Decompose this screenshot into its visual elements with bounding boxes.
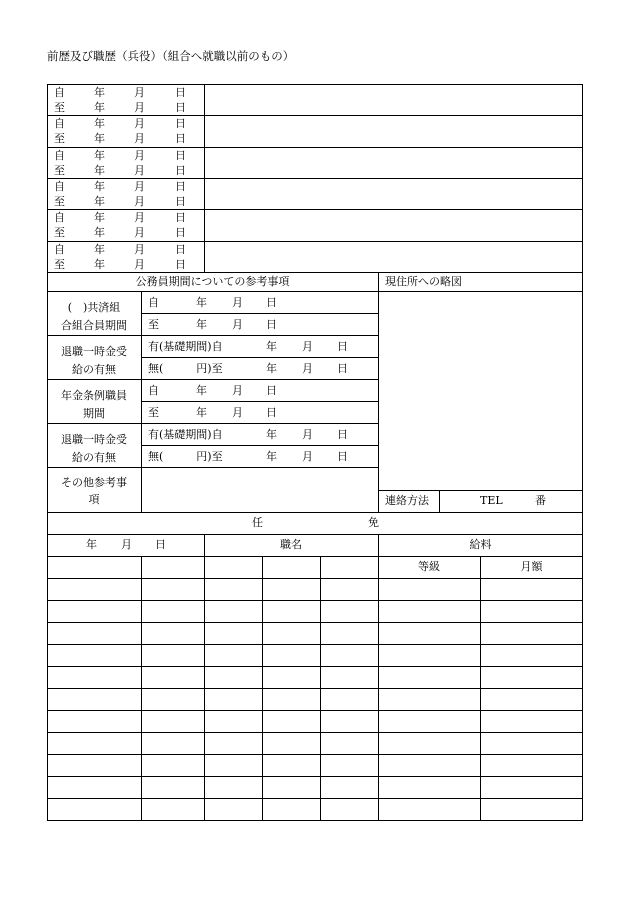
history-day-label: 日 (175, 243, 186, 256)
pension-label (47, 387, 141, 423)
map-divider (378, 272, 379, 512)
public-service-header: 公務員期間についての参考事項 (135, 275, 290, 288)
pension-to-row-year: 年 (196, 406, 207, 419)
col-grade: 等級 (418, 560, 440, 573)
history-row-line (47, 147, 583, 148)
retire2-line2: 給の有無 (72, 451, 116, 464)
history-month-label: 月 (134, 86, 145, 99)
history-from-label: 自 (54, 149, 65, 162)
sub-line-2 (141, 357, 378, 358)
appointment-top-line (47, 512, 583, 513)
col-day: 日 (155, 538, 166, 551)
appointment-row-line (47, 666, 583, 667)
history-year-label: 年 (94, 117, 105, 130)
appointment-title-right: 免 (368, 516, 379, 529)
history-row-line (47, 178, 583, 179)
tel-label: TEL (480, 494, 503, 507)
appointment-row-line (47, 776, 583, 777)
appointment-title-line (47, 534, 583, 535)
history-to-label: 至 (54, 195, 65, 208)
history-row-line (47, 209, 583, 210)
history-from-label: 自 (54, 180, 65, 193)
history-from-label: 自 (54, 211, 65, 224)
retire1-yes-row-lead: 有(基礎期間)自 (148, 340, 223, 353)
history-year-label: 年 (94, 211, 105, 224)
retire2-none-row-year: 年 (266, 450, 277, 463)
union-from-row-year: 年 (196, 296, 207, 309)
retire2-none-row-day: 日 (337, 450, 348, 463)
group-line-1 (47, 335, 378, 336)
other-notes-label (47, 474, 141, 508)
history-day-label: 日 (175, 226, 186, 239)
retire2-yes-row-month: 月 (302, 428, 313, 441)
pension-from-row-day: 日 (266, 384, 277, 397)
map-header: 現住所への略図 (385, 275, 462, 288)
retire2-yes-row-lead: 有(基礎期間)自 (148, 428, 223, 441)
history-day-label: 日 (175, 195, 186, 208)
history-year-label: 年 (94, 243, 105, 256)
history-to-label: 至 (54, 226, 65, 239)
retire2-yes-row-day: 日 (337, 428, 348, 441)
pension-to-row-lead: 至 (148, 406, 159, 419)
history-year-label: 年 (94, 101, 105, 114)
sub-line-4 (141, 445, 378, 446)
other-line2: 項 (88, 493, 100, 506)
col-year: 年 (86, 538, 97, 551)
pension-to-row-month: 月 (232, 406, 243, 419)
history-month-label: 月 (134, 243, 145, 256)
history-year-label: 年 (94, 132, 105, 145)
union-to-row-month: 月 (232, 318, 243, 331)
history-year-label: 年 (94, 180, 105, 193)
retirement-label-2 (47, 431, 141, 467)
union-to-row-lead: 至 (148, 318, 159, 331)
retire2-none-row-lead: 無( 円)至 (148, 450, 223, 463)
history-from-label: 自 (54, 243, 65, 256)
union-to-row-day: 日 (266, 318, 277, 331)
history-day-label: 日 (175, 180, 186, 193)
group-line-4 (47, 467, 378, 468)
pension-to-row-day: 日 (266, 406, 277, 419)
retire1-none-row-month: 月 (302, 362, 313, 375)
retire2-none-row-month: 月 (302, 450, 313, 463)
history-day-label: 日 (175, 117, 186, 130)
history-month-label: 月 (134, 258, 145, 271)
history-from-label: 自 (54, 86, 65, 99)
retire1-line2: 給の有無 (72, 363, 116, 376)
history-day-label: 日 (175, 101, 186, 114)
history-month-label: 月 (134, 101, 145, 114)
history-month-label: 月 (134, 180, 145, 193)
union-from-row-lead: 自 (148, 296, 159, 309)
appointment-row-line (47, 710, 583, 711)
appointment-title-left: 任 (252, 516, 263, 529)
retire1-yes-row-day: 日 (337, 340, 348, 353)
col-position: 職名 (280, 538, 302, 551)
history-to-label: 至 (54, 132, 65, 145)
union-period-label (47, 299, 141, 335)
retirement-label-1 (47, 343, 141, 379)
col-month: 月 (121, 538, 132, 551)
contact-method-label: 連絡方法 (385, 494, 429, 507)
history-to-label: 至 (54, 101, 65, 114)
history-year-label: 年 (94, 258, 105, 271)
appointment-row-line (47, 798, 583, 799)
history-year-label: 年 (94, 226, 105, 239)
retire1-line1: 退職一時金受 (61, 345, 127, 358)
history-to-label: 至 (54, 164, 65, 177)
col-monthly: 月額 (520, 560, 543, 573)
appointment-header-line (47, 556, 583, 557)
appointment-row-line (47, 644, 583, 645)
union-from-row-month: 月 (232, 296, 243, 309)
retire1-none-row-lead: 無( 円)至 (148, 362, 223, 375)
retire2-yes-row-year: 年 (266, 428, 277, 441)
appointment-row-line (47, 688, 583, 689)
appointment-row-line (47, 578, 583, 579)
retire1-yes-row-year: 年 (266, 340, 277, 353)
union-label-line2: 合組合員期間 (61, 319, 127, 332)
other-line1: その他参考事 (61, 476, 127, 489)
ban-label: 番 (535, 494, 546, 507)
history-day-label: 日 (175, 164, 186, 177)
appointment-row-line (47, 754, 583, 755)
union-to-row-year: 年 (196, 318, 207, 331)
appointment-row-line (47, 600, 583, 601)
history-month-label: 月 (134, 132, 145, 145)
col-salary: 給料 (469, 538, 492, 551)
history-year-label: 年 (94, 195, 105, 208)
pension-line2: 期間 (83, 407, 105, 420)
retire1-yes-row-month: 月 (302, 340, 313, 353)
history-month-label: 月 (134, 195, 145, 208)
history-day-label: 日 (175, 132, 186, 145)
union-label-line1: ( )共済組 (67, 301, 121, 314)
history-row-line (47, 241, 583, 242)
history-month-label: 月 (134, 117, 145, 130)
history-to-label: 至 (54, 258, 65, 271)
history-row-line (47, 115, 583, 116)
sub-line-3 (141, 401, 378, 402)
pension-from-row-month: 月 (232, 384, 243, 397)
history-year-label: 年 (94, 86, 105, 99)
sub-line-1 (141, 313, 378, 314)
pension-line1: 年金条例職員 (61, 389, 127, 402)
appointment-row-line (47, 732, 583, 733)
contact-top-line (378, 490, 583, 491)
history-day-label: 日 (175, 149, 186, 162)
history-month-label: 月 (134, 226, 145, 239)
history-month-label: 月 (134, 164, 145, 177)
section2-header-line (47, 291, 583, 292)
pension-from-row-lead: 自 (148, 384, 159, 397)
group-line-2 (47, 379, 378, 380)
contact-divider (439, 490, 440, 512)
pension-from-row-year: 年 (196, 384, 207, 397)
retire2-line1: 退職一時金受 (61, 433, 127, 446)
history-year-label: 年 (94, 164, 105, 177)
section2-top-line (47, 272, 583, 273)
history-from-label: 自 (54, 117, 65, 130)
history-year-label: 年 (94, 149, 105, 162)
retire1-none-row-day: 日 (337, 362, 348, 375)
group-line-3 (47, 423, 378, 424)
history-day-label: 日 (175, 211, 186, 224)
retire1-none-row-year: 年 (266, 362, 277, 375)
form-title: 前歴及び職歴（兵役）（組合へ就職以前のもの） (47, 49, 295, 63)
appointment-row-line (47, 622, 583, 623)
history-day-label: 日 (175, 258, 186, 271)
history-day-label: 日 (175, 86, 186, 99)
history-month-label: 月 (134, 149, 145, 162)
union-from-row-day: 日 (266, 296, 277, 309)
history-month-label: 月 (134, 211, 145, 224)
